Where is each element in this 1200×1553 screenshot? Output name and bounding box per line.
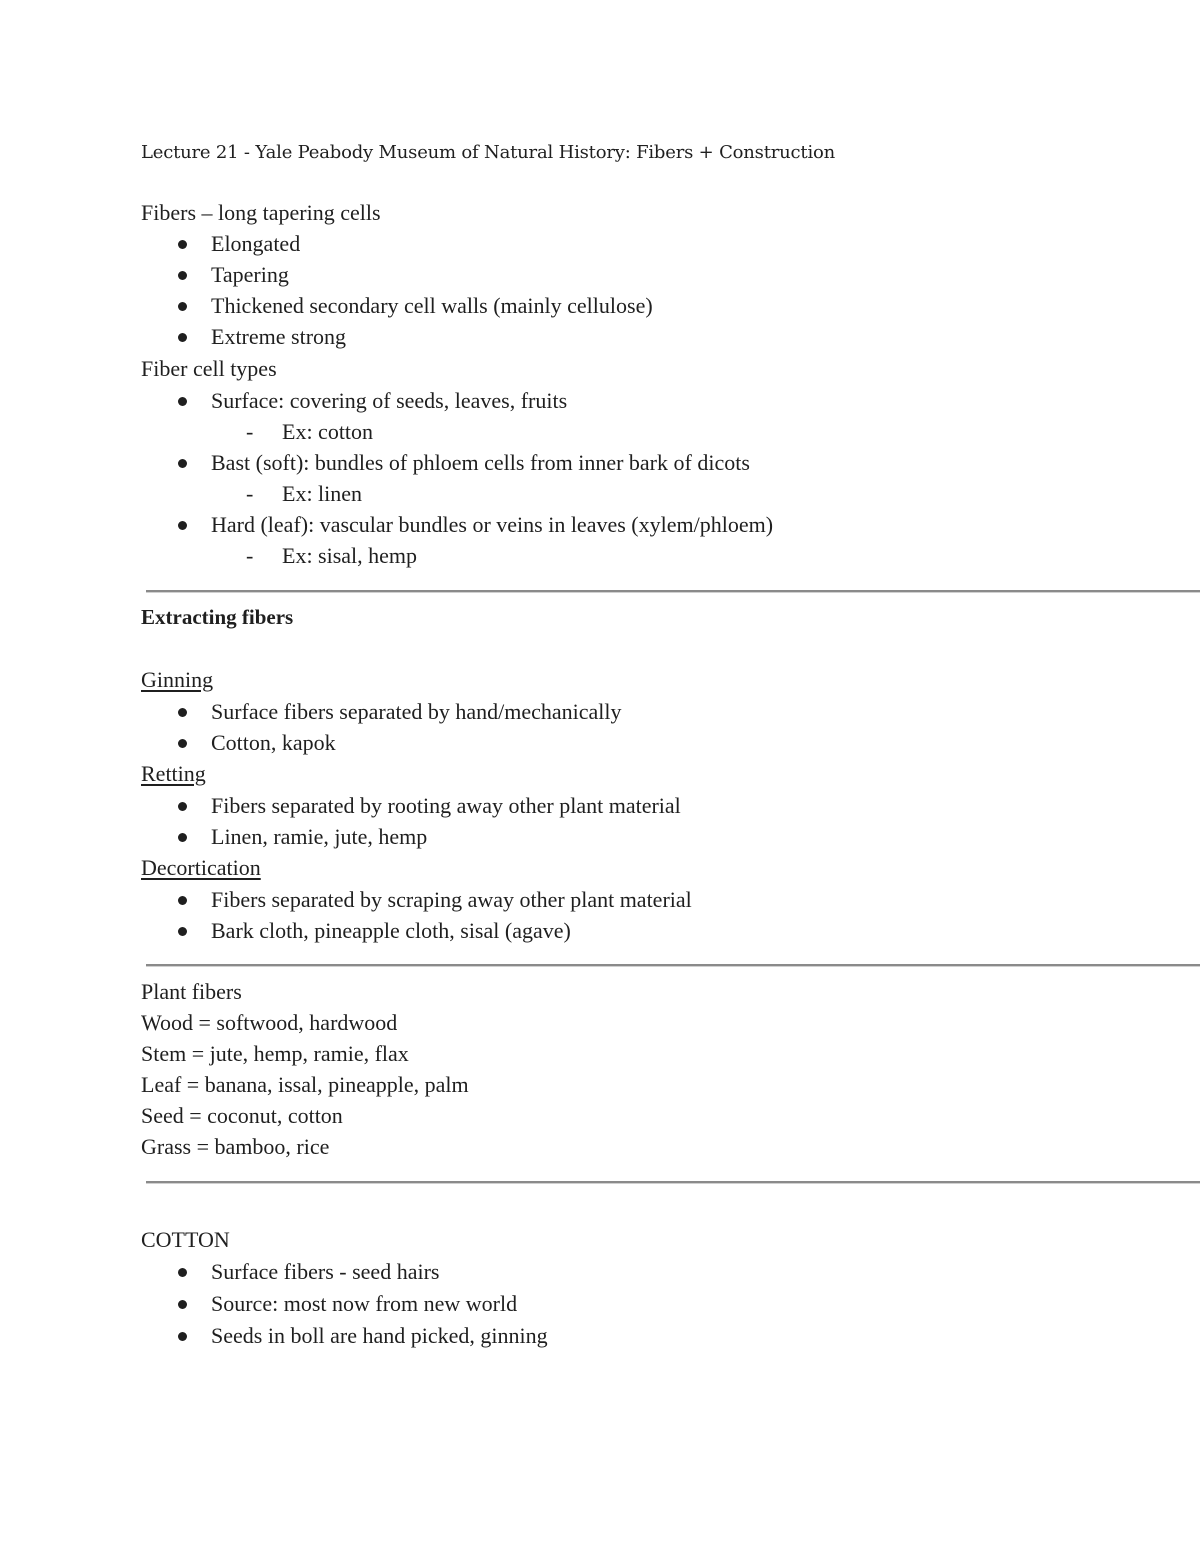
plant-fiber-line: Grass = bamboo, rice — [141, 1134, 330, 1159]
ginning-item: Surface fibers separated by hand/mechanically — [211, 699, 622, 724]
dash-marker: - — [246, 419, 254, 444]
fibers-item: Elongated — [211, 231, 301, 256]
bullet-icon — [178, 896, 187, 905]
fiber-type-example: Ex: sisal, hemp — [282, 543, 418, 568]
bullet-icon — [178, 708, 187, 717]
decortication-item: Bark cloth, pineapple cloth, sisal (agave) — [211, 918, 571, 943]
dash-marker: - — [246, 543, 254, 568]
retting-item: Fibers separated by rooting away other plant material — [211, 793, 681, 818]
fiber-type-example: Ex: cotton — [282, 419, 374, 444]
bullet-icon — [178, 521, 187, 530]
decortication-item: Fibers separated by scraping away other plant material — [211, 887, 692, 912]
fiber-type-item: Hard (leaf): vascular bundles or veins in leaves (xylem/phloem) — [211, 512, 774, 537]
bullet-icon — [178, 1332, 187, 1341]
fibers-item: Extreme strong — [211, 324, 347, 349]
bullet-icon — [178, 271, 187, 280]
extracting-heading: Extracting fibers — [141, 605, 294, 629]
fibers-item: Tapering — [211, 262, 289, 287]
plant-fiber-line: Leaf = banana, issal, pineapple, palm — [141, 1072, 469, 1097]
bullet-icon — [178, 927, 187, 936]
ginning-item: Cotton, kapok — [211, 730, 336, 755]
bullet-icon — [178, 802, 187, 811]
bullet-icon — [178, 459, 187, 468]
bullet-icon — [178, 739, 187, 748]
lecture-title: Lecture 21 - Yale Peabody Museum of Natural History: Fibers + Construction — [141, 142, 836, 163]
cotton-item: Seeds in boll are hand picked, ginning — [211, 1323, 548, 1348]
horizontal-divider — [146, 590, 1200, 593]
horizontal-divider — [146, 964, 1200, 967]
retting-item: Linen, ramie, jute, hemp — [211, 824, 428, 849]
plant-fiber-line: Seed = coconut, cotton — [141, 1103, 343, 1128]
bullet-icon — [178, 333, 187, 342]
bullet-icon — [178, 1268, 187, 1277]
plant-fiber-line: Wood = softwood, hardwood — [141, 1010, 398, 1035]
horizontal-divider — [146, 1181, 1200, 1184]
bullet-icon — [178, 1300, 187, 1309]
fiber-types-heading: Fiber cell types — [141, 356, 277, 381]
ginning-label: Ginning — [141, 667, 214, 692]
decortication-label: Decortication — [141, 855, 261, 880]
fiber-type-item: Surface: covering of seeds, leaves, fruits — [211, 388, 568, 413]
fibers-heading: Fibers – long tapering cells — [141, 200, 381, 225]
plant-fibers-heading: Plant fibers — [141, 979, 242, 1004]
bullet-icon — [178, 833, 187, 842]
dash-marker: - — [246, 481, 254, 506]
cotton-item: Source: most now from new world — [211, 1291, 518, 1316]
fibers-item: Thickened secondary cell walls (mainly cellulose) — [211, 293, 653, 318]
cotton-item: Surface fibers - seed hairs — [211, 1259, 440, 1284]
plant-fiber-line: Stem = jute, hemp, ramie, flax — [141, 1041, 409, 1066]
cotton-heading: COTTON — [141, 1227, 230, 1252]
retting-label: Retting — [141, 761, 206, 786]
bullet-icon — [178, 302, 187, 311]
fiber-type-item: Bast (soft): bundles of phloem cells from inner bark of dicots — [211, 450, 750, 475]
bullet-icon — [178, 240, 187, 249]
fiber-type-example: Ex: linen — [282, 481, 363, 506]
bullet-icon — [178, 397, 187, 406]
